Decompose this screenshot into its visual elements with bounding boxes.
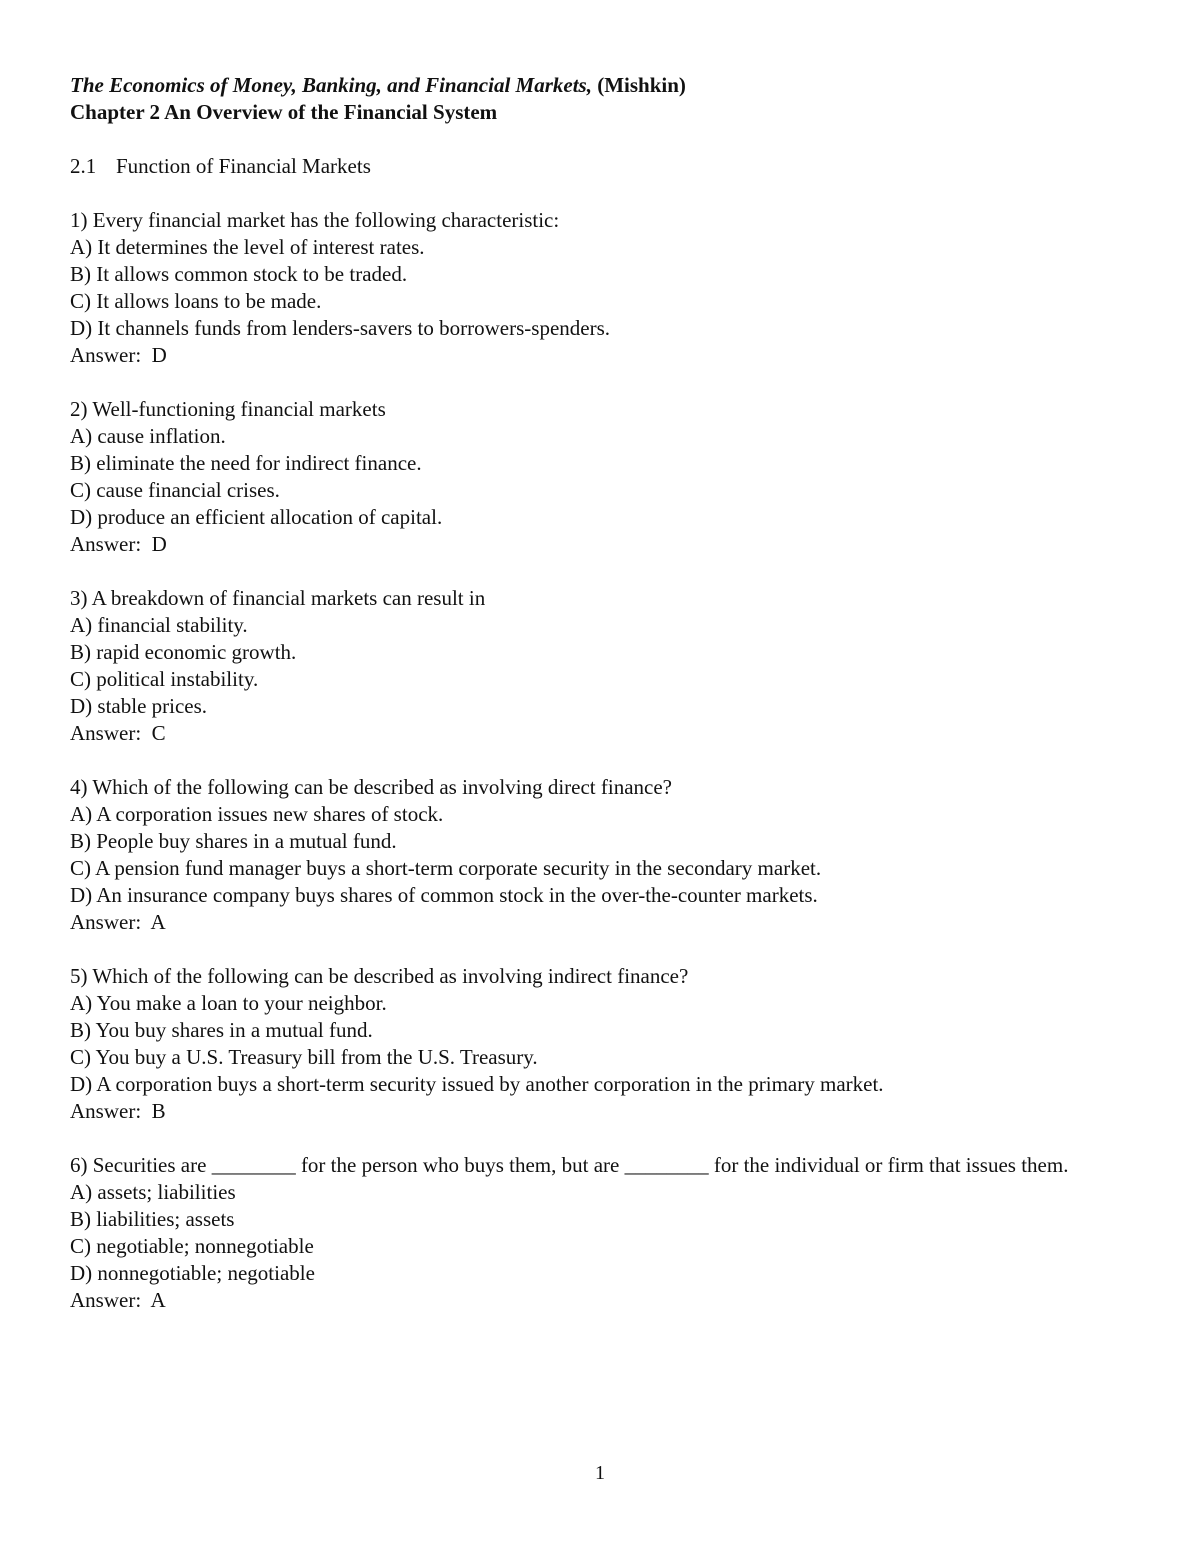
answer-option: C) A pension fund manager buys a short-term corporate security in the secondary market. (70, 856, 822, 880)
answer-option: D) nonnegotiable; negotiable (70, 1261, 315, 1285)
answer-option: A) You make a loan to your neighbor. (70, 991, 387, 1015)
answer-option: D) An insurance company buys shares of common stock in the over-the-counter markets. (70, 883, 818, 907)
answer-option: B) It allows common stock to be traded. (70, 262, 408, 286)
book-title-line (70, 72, 1090, 99)
answer-key: Answer: D (70, 343, 167, 367)
answer-option: B) People buy shares in a mutual fund. (70, 829, 397, 853)
question-stem: 1) Every financial market has the following characteristic: (70, 208, 560, 232)
answer-option: A) financial stability. (70, 613, 248, 637)
question-4 (70, 774, 1090, 936)
answer-option: B) eliminate the need for indirect finance. (70, 451, 422, 475)
question-stem: 4) Which of the following can be described as involving direct finance? (70, 775, 672, 799)
question-stem: 3) A breakdown of financial markets can result in (70, 586, 486, 610)
answer-option: D) A corporation buys a short-term security issued by another corporation in the primary market. (70, 1072, 884, 1096)
answer-option: C) political instability. (70, 667, 259, 691)
answer-option: A) assets; liabilities (70, 1180, 236, 1204)
document-page (70, 72, 1090, 1314)
section-number: 2.1 (70, 154, 97, 178)
answer-option: B) rapid economic growth. (70, 640, 297, 664)
answer-option: D) It channels funds from lenders-savers to borrowers-spenders. (70, 316, 611, 340)
answer-option: D) stable prices. (70, 694, 208, 718)
answer-option: A) A corporation issues new shares of stock. (70, 802, 444, 826)
author: (Mishkin) (591, 73, 686, 97)
answer-option: C) You buy a U.S. Treasury bill from the U.S. Treasury. (70, 1045, 538, 1069)
answer-key: Answer: D (70, 532, 167, 556)
answer-key: Answer: B (70, 1099, 166, 1123)
answer-option: B) liabilities; assets (70, 1207, 235, 1231)
question-list (70, 207, 1090, 1314)
page-number: 1 (595, 1462, 605, 1484)
question-stem: 2) Well-functioning financial markets (70, 397, 386, 421)
answer-key: Answer: C (70, 721, 166, 745)
section-title: Function of Financial Markets (116, 154, 371, 178)
answer-option: C) It allows loans to be made. (70, 289, 322, 313)
answer-option: A) It determines the level of interest rates. (70, 235, 425, 259)
question-stem: 5) Which of the following can be described as involving indirect finance? (70, 964, 689, 988)
answer-key: Answer: A (70, 910, 166, 934)
question-6 (70, 1152, 1090, 1314)
question-3 (70, 585, 1090, 747)
answer-option: B) You buy shares in a mutual fund. (70, 1018, 373, 1042)
answer-option: C) cause financial crises. (70, 478, 280, 502)
question-2 (70, 396, 1090, 558)
answer-option: A) cause inflation. (70, 424, 226, 448)
question-5 (70, 963, 1090, 1125)
book-title: The Economics of Money, Banking, and Financial Markets, (70, 73, 592, 97)
question-1 (70, 207, 1090, 369)
chapter-title: Chapter 2 An Overview of the Financial System (70, 100, 498, 124)
section-heading (70, 153, 1090, 180)
answer-key: Answer: A (70, 1288, 166, 1312)
question-stem: 6) Securities are ________ for the person who buys them, but are ________ for the individual or firm that issues them. (70, 1153, 1069, 1177)
answer-option: C) negotiable; nonnegotiable (70, 1234, 314, 1258)
answer-option: D) produce an efficient allocation of capital. (70, 505, 443, 529)
